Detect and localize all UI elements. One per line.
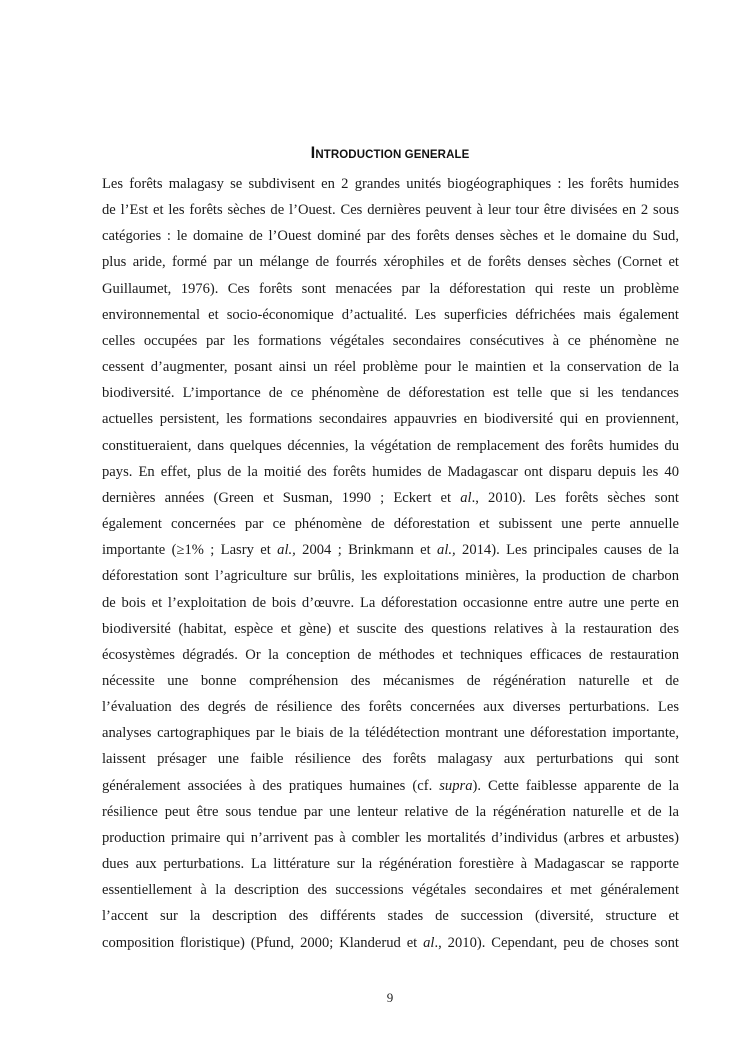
text-line <box>102 825 679 851</box>
line-text: essentiellement à la description des successions végétales secondaires et met généralement <box>102 882 679 899</box>
body-paragraph <box>102 171 679 956</box>
text-line <box>102 616 679 642</box>
line-text: constitueraient, dans quelques décennies, la végétation de remplacement des forêts humides du <box>102 437 679 454</box>
line-text: écosystèmes dégradés. Or la conception de méthodes et techniques efficaces de restauration <box>102 646 679 663</box>
line-text: laissent présager une faible résilience des forêts malagasy aux perturbations qui sont <box>102 751 679 768</box>
text-line <box>102 799 679 825</box>
text-line <box>102 511 679 537</box>
line-text: production primaire qui n’arrivent pas à combler les mortalités d’individus (arbres et arbustes) <box>102 829 679 846</box>
line-text: environnemental et socio-économique d’actualité. Les superficies défrichées mais également <box>102 306 679 323</box>
text-line <box>102 563 679 589</box>
text-line <box>102 851 679 877</box>
text-line <box>102 302 679 328</box>
italic-text: al <box>460 489 472 506</box>
line-text: résilience peut être sous tendue par une lenteur relative de la régénération naturelle et de la <box>102 803 679 820</box>
line-text: 2004 ; Brinkmann et <box>295 542 438 559</box>
line-text: également concernées par ce phénomène de déforestation et subissent une perte annuelle <box>102 516 679 533</box>
line-text: biodiversité (habitat, espèce et gène) et suscite des questions relatives à la restauration des <box>102 620 679 637</box>
italic-text: al <box>423 934 435 951</box>
line-text: plus aride, formé par un mélange de fourrés xérophiles et de forêts denses sèches (Cornet et <box>102 254 679 271</box>
text-line <box>102 930 679 956</box>
text-line <box>102 433 679 459</box>
line-text: ). Cette faiblesse apparente de la <box>472 777 679 794</box>
line-text: l’évaluation des degrés de résilience des forêts concernées aux diverses perturbations. Les <box>102 699 679 716</box>
line-text: catégories : le domaine de l’Ouest dominé par des forêts denses sèches et le domaine du Sud, <box>102 228 679 245</box>
text-line <box>102 642 679 668</box>
heading-initial: I <box>310 144 316 162</box>
line-text: actuelles persistent, les formations secondaires appauvries en biodiversité qui en proviennent, <box>102 411 679 428</box>
line-text: 2014). Les principales causes de la <box>455 542 679 559</box>
line-text: de l’Est et les forêts sèches de l’Ouest. Ces dernières peuvent à leur tour être divisées en 2 sous <box>102 202 679 219</box>
text-line <box>102 171 679 197</box>
line-text: nécessite une bonne compréhension des mécanismes de régénération naturelle et de <box>102 672 679 689</box>
text-line <box>102 249 679 275</box>
line-text: ., 2010). Les forêts sèches sont <box>471 489 679 506</box>
italic-text: al., <box>277 542 296 559</box>
line-text: cessent d’augmenter, posant ainsi un réel problème pour le maintien et la conservation de la <box>102 359 679 376</box>
page-title <box>0 144 745 163</box>
text-line <box>102 746 679 772</box>
text-line <box>102 406 679 432</box>
line-text: déforestation sont l’agriculture sur brûlis, les exploitations minières, la production de charbon <box>102 568 679 585</box>
text-line <box>102 694 679 720</box>
text-line <box>102 223 679 249</box>
line-text: celles occupées par les formations végétales secondaires consécutives à ce phénomène ne <box>102 332 679 349</box>
text-line <box>102 354 679 380</box>
italic-text: supra <box>439 777 473 794</box>
page-number: 9 <box>386 990 394 1005</box>
line-text: dues aux perturbations. La littérature sur la régénération forestière à Madagascar se rapporte <box>102 856 679 873</box>
line-text: de bois et l’exploitation de bois d’œuvre. La déforestation occasionne entre autre une perte en <box>102 594 679 611</box>
line-text: Guillaumet, 1976). Ces forêts sont menacées par la déforestation qui reste un problème <box>102 280 679 297</box>
line-text: importante (≥1% ; Lasry et <box>102 542 278 559</box>
text-line <box>102 773 679 799</box>
text-line <box>102 328 679 354</box>
line-text: dernières années (Green et Susman, 1990 ; Eckert et <box>102 489 461 506</box>
line-text: analyses cartographiques par le biais de la télédétection montrant une déforestation importante, <box>102 725 679 742</box>
text-line <box>102 485 679 511</box>
text-line <box>102 197 679 223</box>
heading-rest: NTRODUCTION GENERALE <box>315 149 470 161</box>
text-line <box>102 459 679 485</box>
text-line <box>102 903 679 929</box>
line-text: biodiversité. L’importance de ce phénomène de déforestation est telle que si les tendances <box>102 385 679 402</box>
line-text: composition floristique) (Pfund, 2000; Klanderud et <box>102 934 424 951</box>
text-line <box>102 668 679 694</box>
text-line <box>102 590 679 616</box>
line-text: généralement associées à des pratiques humaines (cf. <box>102 777 440 794</box>
line-text: l’accent sur la description des différents stades de succession (diversité, structure et <box>102 908 679 925</box>
italic-text: al., <box>437 542 456 559</box>
text-line <box>102 877 679 903</box>
line-text: Les forêts malagasy se subdivisent en 2 grandes unités biogéographiques : les forêts humides <box>102 176 679 192</box>
text-line <box>102 380 679 406</box>
text-line <box>102 720 679 746</box>
text-line <box>102 276 679 302</box>
text-line <box>102 537 679 563</box>
line-text: ., 2010). Cependant, peu de choses sont <box>434 934 679 951</box>
line-text: pays. En effet, plus de la moitié des forêts humides de Madagascar ont disparu depuis les 40 <box>102 463 679 480</box>
